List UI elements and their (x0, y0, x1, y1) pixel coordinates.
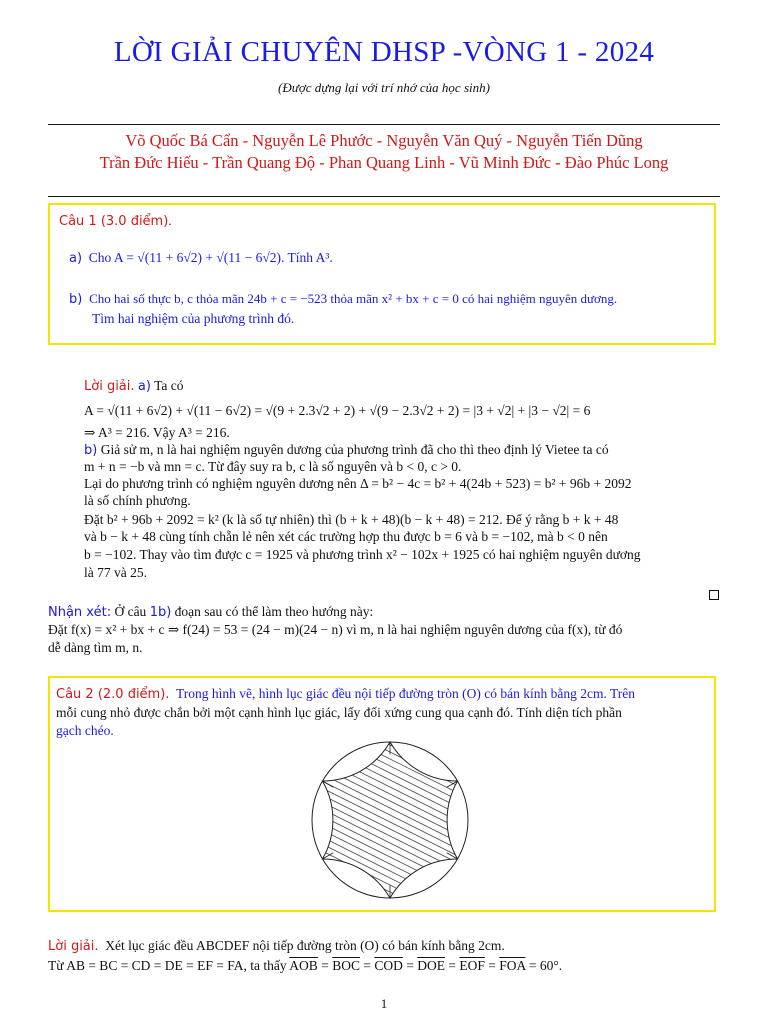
solution-1-heading: Lời giải. a) Ta có (84, 378, 184, 394)
remark-line-3: dễ dàng tìm m, n. (48, 640, 143, 655)
authors (0, 130, 768, 174)
hexagon-figure (300, 736, 480, 902)
question-2-line-1: Câu 2 (2.0 điểm). Trong hình vẽ, hình lục giác đều nội tiếp đường tròn (O) có bán kính bằng 2cm. Trên (56, 686, 635, 702)
top-divider (48, 124, 720, 125)
solution-1-line-1: A = √(11 + 6√2) + √(11 − 6√2) = √(9 + 2.3√2 + 2) + √(9 − 2.3√2 + 2) = |3 + √2| + |3 − √2| = 6 (84, 403, 591, 418)
solution-1b-line-4: là số chính phương. (84, 493, 191, 508)
qed-square-icon (709, 590, 719, 600)
page-number: 1 (380, 996, 388, 1011)
solution-1b-line-6: và b − k + 48 cùng tính chẵn lẻ nên xét các trường hợp thu được b = 6 và b = −102, mà b < 0 nên (84, 529, 608, 544)
solution-1b-line-1: b) Giả sử m, n là hai nghiệm nguyên dương của phương trình đã cho thì theo định lý Vietee ta có (84, 442, 609, 458)
authors-line-1: Võ Quốc Bá Cẩn - Nguyễn Lê Phước - Nguyễn Văn Quý - Nguyễn Tiến Dũng (125, 131, 643, 150)
question-1-box (48, 203, 716, 345)
bottom-divider (48, 196, 720, 197)
solution-1b-line-2: m + n = −b và mn = c. Từ đây suy ra b, c là số nguyên và b < 0, c > 0. (84, 459, 462, 474)
solution-1b-line-8: là 77 và 25. (84, 565, 147, 580)
question-2-line-2: mỗi cung nhỏ được chắn bởi một cạnh hình lục giác, lấy đối xứng cung qua cạnh đó. Tính diện tích phần (56, 705, 622, 720)
solution-1b-line-7: b = −102. Thay vào tìm được c = 1925 và phương trình x² − 102x + 1925 có hai nghiệm nguyên dương (84, 547, 641, 562)
solution-2-line-2: Từ AB = BC = CD = DE = EF = FA, ta thấy $\overline{AOB} = \overline{BOC} = \overline{COD} = \overline{DOE} = \overline{EOF} = \overline{FOA} = 60^\circ$. (48, 958, 563, 973)
question-1-heading: Câu 1 (3.0 điểm). (59, 213, 172, 229)
question-1b-cont: Tìm hai nghiệm của phương trình đó. (92, 311, 295, 326)
solution-2-line-1: Lời giải. Xét lục giác đều ABCDEF nội tiếp đường tròn (O) có bán kính bằng 2cm. (48, 938, 505, 954)
question-1b: b) Cho hai số thực b, c thỏa mãn 24b + c = −523 thỏa mãn x² + bx + c = 0 có hai nghiệm nguyên dương. (69, 291, 618, 307)
question-2-box (48, 676, 716, 912)
solution-1b-line-5: Đặt b² + 96b + 2092 = k² (k là số tự nhiên) thì (b + k + 48)(b − k + 48) = 212. Để ý rằng b + k + 48 (84, 512, 619, 527)
question-2-line-3: gạch chéo. (56, 723, 114, 738)
question-1a: a) Cho A = √(11 + 6√2) + √(11 − 6√2). Tính A³. (69, 250, 333, 266)
authors-line-2: Trần Đức Hiếu - Trần Quang Độ - Phan Quang Linh - Vũ Minh Đức - Đào Phúc Long (99, 153, 669, 172)
remark-line-2: Đặt f(x) = x² + bx + c ⇒ f(24) = 53 = (24 − m)(24 − n) vì m, n là hai nghiệm nguyên dương của f(x), từ đó (48, 622, 623, 637)
solution-1-line-2: ⇒ A³ = 216. Vậy A³ = 216. (84, 425, 230, 440)
remark-line-1: Nhận xét: Ở câu 1b) đoạn sau có thể làm theo hướng này: (48, 604, 374, 620)
document-subtitle: (Được dựng lại với trí nhớ của học sinh) (278, 80, 490, 95)
solution-1b-line-3: Lại do phương trình có nghiệm nguyên dương nên Δ = b² − 4c = b² + 4(24b + 523) = b² + 96b + 2092 (84, 476, 632, 491)
document-title: LỜI GIẢI CHUYÊN DHSP -VÒNG 1 - 2024 (113, 36, 655, 68)
